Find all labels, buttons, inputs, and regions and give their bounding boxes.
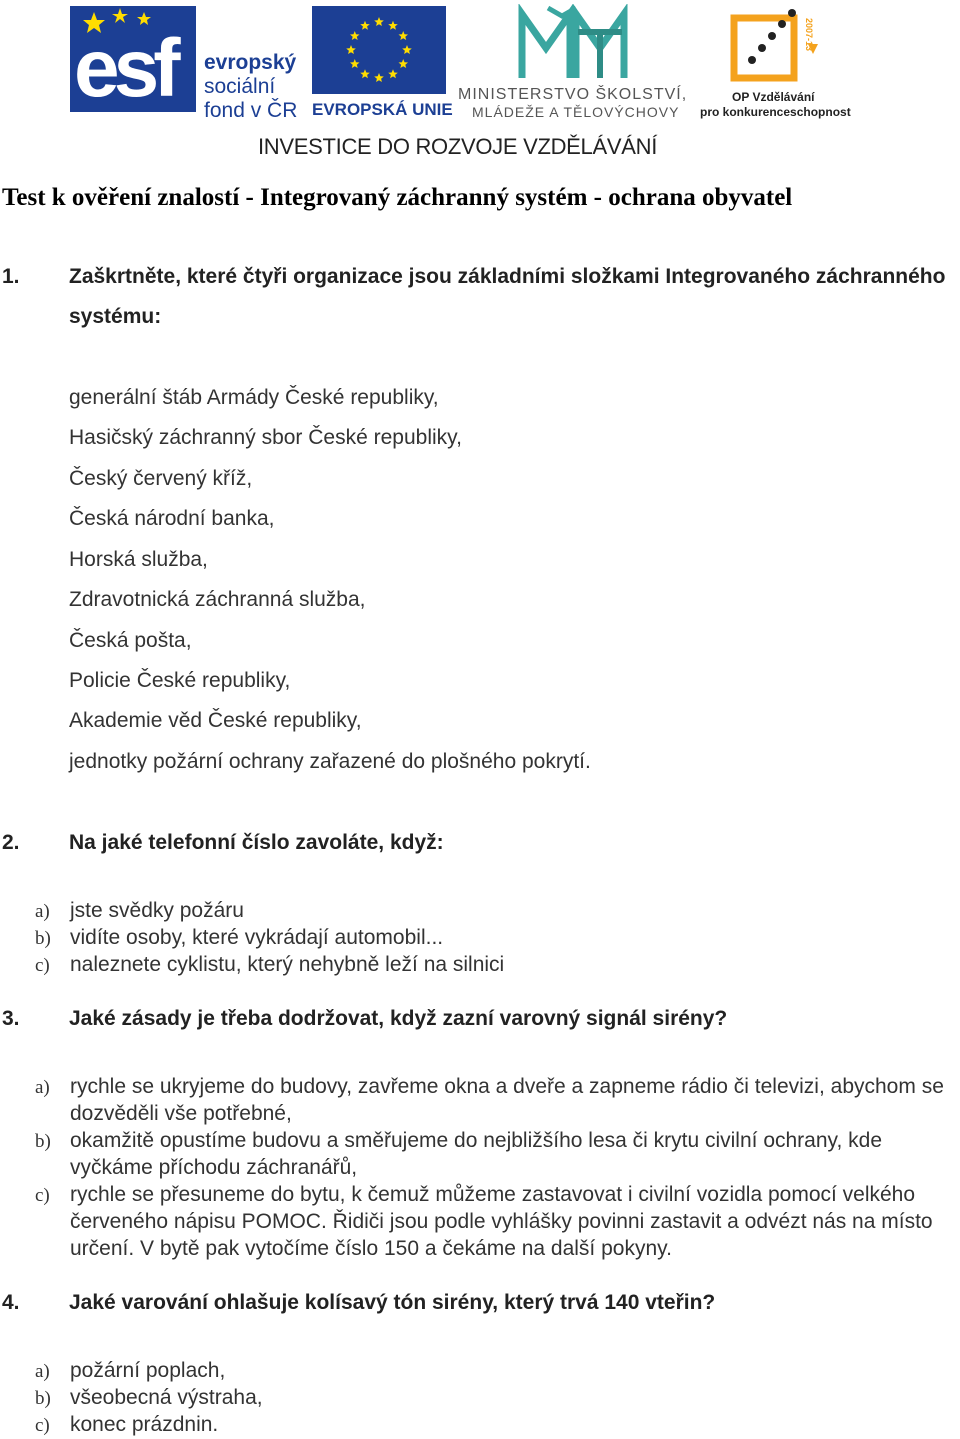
op-line2: pro konkurenceschopnost <box>700 105 851 119</box>
eu-label: EVROPSKÁ UNIE <box>312 100 453 119</box>
q3-text: Jaké zásady je třeba dodržovat, když zazní varovný signál sirény? <box>69 1007 728 1030</box>
q2-answer-mark: a) <box>35 901 50 922</box>
eu-stars-icon <box>312 6 446 94</box>
q4-number: 4. <box>2 1291 20 1314</box>
eu-star-icon <box>350 59 360 68</box>
msmt-line2: MLÁDEŽE A TĚLOVÝCHOVY <box>472 104 680 120</box>
q1-number: 1. <box>2 265 20 288</box>
q4-answer-mark: b) <box>35 1388 51 1409</box>
eu-star-icon <box>360 21 370 30</box>
q2-number: 2. <box>2 831 20 854</box>
q3-answer-mark: c) <box>35 1185 50 1206</box>
list-item: jednotky požární ochrany zařazené do plošného pokrytí. <box>69 750 591 773</box>
msmt-line1: MINISTERSTVO ŠKOLSTVÍ, <box>458 86 688 103</box>
q3-number: 3. <box>2 1007 20 1030</box>
msmt-logo <box>458 4 690 118</box>
esf-letters: esf <box>74 23 175 114</box>
q2-answer-mark: c) <box>35 955 50 976</box>
q4-answer-mark: c) <box>35 1415 50 1436</box>
op-line1: OP Vzdělávání <box>732 90 815 104</box>
list-item: Akademie věd České republiky, <box>69 709 362 732</box>
eu-star-icon <box>350 31 360 40</box>
q2-text: Na jaké telefonní číslo zavoláte, když: <box>69 831 444 854</box>
investice-slogan: INVESTICE DO ROZVOJE VZDĚLÁVÁNÍ <box>258 134 658 159</box>
q2-answer-text: vidíte osoby, které vykrádají automobil... <box>70 926 444 949</box>
esf-logo-box <box>70 6 196 112</box>
op-logo <box>700 4 850 118</box>
eu-logo <box>312 6 453 119</box>
esf-line2: sociální <box>204 75 276 98</box>
list-item: Zdravotnická záchranná služba, <box>69 588 366 611</box>
list-item: generální štáb Armády České republiky, <box>69 386 439 409</box>
eu-star-icon <box>388 21 398 30</box>
list-item: Český červený kříž, <box>69 467 253 490</box>
q3-answer-text: rychle se ukryjeme do budovy, zavřeme okna a dveře a zapneme rádio či televizi, abychom se dozvěděli vše potřebné, <box>70 1075 944 1125</box>
q2-answer-text: jste svědky požáru <box>70 899 244 922</box>
esf-logo <box>70 6 300 122</box>
eu-star-icon <box>374 17 384 26</box>
q4-answer-text: všeobecná výstraha, <box>70 1386 263 1409</box>
q4-text: Jaké varování ohlašuje kolísavý tón sirény, který trvá 140 vteřin? <box>69 1291 716 1314</box>
q4-answer-text: požární poplach, <box>70 1359 226 1382</box>
esf-line3: fond v ČR <box>204 99 298 122</box>
list-item: Policie České republiky, <box>69 669 291 692</box>
eu-star-icon <box>388 69 398 78</box>
q2-answer-text: naleznete cyklistu, který nehybně leží na silnici <box>70 953 505 976</box>
q2-answer-mark: b) <box>35 928 51 949</box>
op-years: 2007-13 <box>804 18 814 52</box>
q4-answer-text: konec prázdnin. <box>70 1413 219 1436</box>
eu-star-icon <box>360 69 370 78</box>
list-item: Horská služba, <box>69 548 208 571</box>
q3-answer-mark: b) <box>35 1131 51 1152</box>
q4-answer-mark: a) <box>35 1361 50 1382</box>
q3-answer-mark: a) <box>35 1077 50 1098</box>
list-item: Česká pošta, <box>69 629 192 652</box>
eu-flag-icon <box>312 6 446 94</box>
eu-star-icon <box>402 45 412 54</box>
eu-star-icon <box>399 31 409 40</box>
page-title: Test k ověření znalostí - Integrovaný záchranný systém - ochrana obyvatel <box>2 184 793 211</box>
esf-line1: evropský <box>204 51 297 74</box>
eu-star-icon <box>374 73 384 82</box>
list-item: Česká národní banka, <box>69 507 275 530</box>
eu-star-icon <box>399 59 409 68</box>
logo-header <box>0 0 960 165</box>
eu-star-icon <box>346 45 356 54</box>
q3-answer-text: rychle se přesuneme do bytu, k čemuž můžeme zastavovat i civilní vozidla pomocí velkého červeného nápisu POMOC. Řidiči jsou podle vyhlášky povinni zastavit a odvézt nás na místo určení. V bytě pak vytočíme číslo 150 a čekáme na další pokyny. <box>70 1183 933 1260</box>
q3-answer-text: okamžitě opustíme budovu a směřujeme do nejbližšího lesa či krytu civilní ochrany, kde vyčkáme příchodu záchranářů, <box>70 1129 882 1179</box>
list-item: Hasičský záchranný sbor České republiky, <box>69 426 462 449</box>
msmt-mark-icon <box>518 4 628 82</box>
q1-text: Zaškrtněte, které čtyři organizace jsou základními složkami Integrovaného záchranného systému: <box>69 265 946 328</box>
